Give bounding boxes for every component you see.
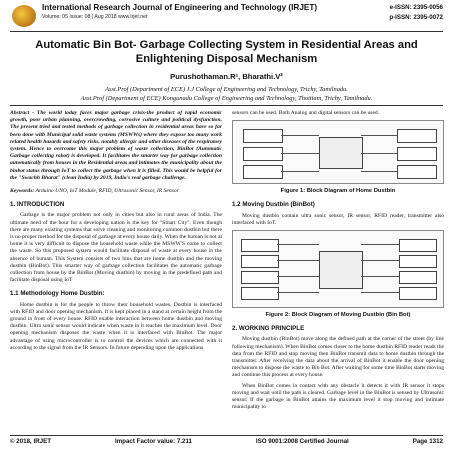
fig1-block <box>397 129 437 143</box>
fig1-block <box>243 165 283 179</box>
footer-rule <box>10 435 443 436</box>
fig1-arrow <box>281 153 319 154</box>
method-paragraph: Home dustbin is for the people to throw their household wastes. Dustbin is interfaced with RFID and door opening mechanism. It is kept placed in a stand at certain height from the ground in front of every house. RFID enable interaction between home dustbin and moving dustbin. Ultra sonic sensor would indicate when waste in it reaches the maximum level. Door opening mechanism disposes the waste when it is interfaced with BinBot. The major advantage of using microcontroller is to control the devices which are connected with it according to the signal from the IR Sensors. In future depending upon the applications <box>10 301 222 351</box>
fig2-arrow <box>277 292 319 293</box>
affiliation-2: Asst.Prof (Department of ECE) Kongunadu College of Engineering and Technology, Thottiam, Trichy, Tamilnadu. <box>80 95 373 102</box>
fig2-arrow <box>361 292 399 293</box>
abstract-rule <box>10 105 443 106</box>
fig2-arrow <box>361 244 399 245</box>
figure-2-diagram <box>232 230 444 308</box>
fig1-block <box>243 129 283 143</box>
paper-title: Automatic Bin Bot- Garbage Collecting System in Residential Areas and Enlightening Disposal Mechanism <box>35 39 418 65</box>
intro-paragraph: Garbage is the major problem not only in cities but also in rural areas of India. The ultimate need of the hour for a developing nation is the key for "Smart City". Even though there are many existing systems that solve cleaning and monitoring common dustbin but there is no proper method for the disposal of garbage at every house daily. When the human is not at home it is very difficult to dispose the household waste while the MSWW'S come to collect the waste. So this proposed system would facilitate disposal of waste at every house in the absence of human. This System consists of two bins that are home dustbin and the moving dustbin (BinBot). This smarter way of garbage collection facilitates the automatic garbage collection from house by the BinBot (Moving dustbin) by moving in the predefined path and facilitate disposal using IoT <box>10 212 222 284</box>
fig2-block <box>241 239 279 252</box>
abstract <box>10 110 222 182</box>
abstract-text: The world today faces major garbage crisis-the product of rapid economic growth, poor urban planning, overcrowding, corrosive culture and political dysfunction. The present tried and tested methods of garbage collection in residential areas have so far been done with Municipal solid waste systems (MSWWs) where they expose too many work related health hazards and safety risks, notably allergic and other diseases of the respiratory system. Hence to overcome this major problem of waste collection, BinBot (Automatic Garbage collecting robot) is developed. It facilitates the smarter way for garbage collection automatically from houses in the Residential areas and intimates the municipality about the binbot status through IoT to collect the garbage when it is filled. This would be helpful for the "Swachh Bharat" (clean India) by 2019, India's real garbage challenge. <box>10 110 222 181</box>
section-introduction: 1. INTRODUCTION <box>10 201 65 209</box>
journal-title: International Research Journal of Engineering and Technology (IRJET) <box>42 3 318 12</box>
affiliation-1: Asst.Prof (Department of ECE) J.J College of Engineering and Technology, Trichy, Tamilnadu. <box>105 86 348 93</box>
fig2-arrow <box>277 260 319 261</box>
fig1-block <box>397 165 437 179</box>
working-paragraph-2: When BinBot comes in contact with any obstacle it detects it with IR sensor it stops moving and wait until the path is cleared. Garbage level in the BinBot is sensed by Ultrasonic sensor. If the garbage in BinBot attains the maximum level it stop moving and intimate municipality to <box>232 382 444 411</box>
journal-logo <box>12 5 36 27</box>
fig1-arrow <box>361 153 397 154</box>
fig1-block <box>397 147 437 161</box>
footer-page: Page 1312 <box>412 438 443 445</box>
fig1-arrow <box>281 171 319 172</box>
fig1-block <box>243 147 283 161</box>
figure-1-diagram <box>232 120 444 184</box>
fig2-block <box>399 271 437 284</box>
fig1-controller-block <box>319 137 363 169</box>
right-top-text: sensors can be used. Both Analog and digital sensors can be used. <box>232 110 380 116</box>
right-column <box>232 110 444 414</box>
fig2-arrow <box>361 276 399 277</box>
footer-impact: Impact Factor value: 7.211 <box>114 438 192 445</box>
fig2-block <box>399 239 437 252</box>
paper-authors: Purushothaman.R¹, Bharathi.V² <box>170 72 283 81</box>
fig2-block <box>399 255 437 268</box>
fig2-block <box>399 287 437 300</box>
journal-volume: Volume: 05 Issue: 08 | Aug 2018 www.irjet.net <box>42 14 148 20</box>
fig2-block <box>241 287 279 300</box>
eissn: e-ISSN: 2395-0056 <box>389 4 443 11</box>
figure-2-caption: Figure 2: Block Diagram of Moving Dustbin (Bin Bot) <box>265 312 411 319</box>
figure-1-caption: Figure 1: Block Diagram of Home Dustbin <box>280 188 396 195</box>
fig2-block <box>241 255 279 268</box>
footer-copyright: © 2018, IRJET <box>10 438 52 445</box>
footer-iso: ISO 9001:2008 Certified Journal <box>255 438 349 445</box>
section-methodology: 1.1 Methodology Home Dustbin: <box>10 290 105 298</box>
fig2-block <box>241 271 279 284</box>
fig2-arrow <box>361 260 399 261</box>
pissn: p-ISSN: 2395-0072 <box>389 14 443 21</box>
keywords-label: Keywords: <box>10 188 35 195</box>
section-moving-dustbin: 1.2 Moving Dustbin (BinBot) <box>232 201 315 209</box>
section-working-principle: 2. WORKING PRINCIPLE <box>232 325 305 333</box>
page-footer <box>10 438 443 445</box>
fig1-arrow <box>361 171 397 172</box>
fig2-arrow <box>277 276 319 277</box>
fig1-arrow <box>361 135 397 136</box>
fig2-arrow <box>277 244 319 245</box>
left-column <box>10 110 222 355</box>
fig2-controller-block <box>319 251 363 289</box>
issn-block <box>389 3 443 23</box>
journal-header <box>10 2 443 32</box>
abstract-label: Abstract - <box>10 110 35 116</box>
working-paragraph: Moving dustbin (BinBot) move along the defined path at the corner of the street (by line following mechanism). When BinBot comes closer to the home dustbin RFID reader reads the data from the RFID and stop moving then BinBot transmit data to home dustbin through the transmitter. After receiving the data about the arrival of BinBot it enable the door opening mechanism to dispose the waste to Bin Bot. After waiting for some time BinBot starts moving and continue this process at every house. <box>232 336 444 379</box>
moving-paragraph: Moving dustbin contain ultra sonic sensor, IR sensor, RFID reader, transmitter also interfaced with IoT. <box>232 212 444 226</box>
header-rule <box>10 31 443 32</box>
fig1-arrow <box>281 135 319 136</box>
keywords-text: Arduino UNO, IoT Module, RFID, Ultrasonic Sensor, IR Sensor <box>35 188 179 195</box>
keywords <box>10 188 222 195</box>
